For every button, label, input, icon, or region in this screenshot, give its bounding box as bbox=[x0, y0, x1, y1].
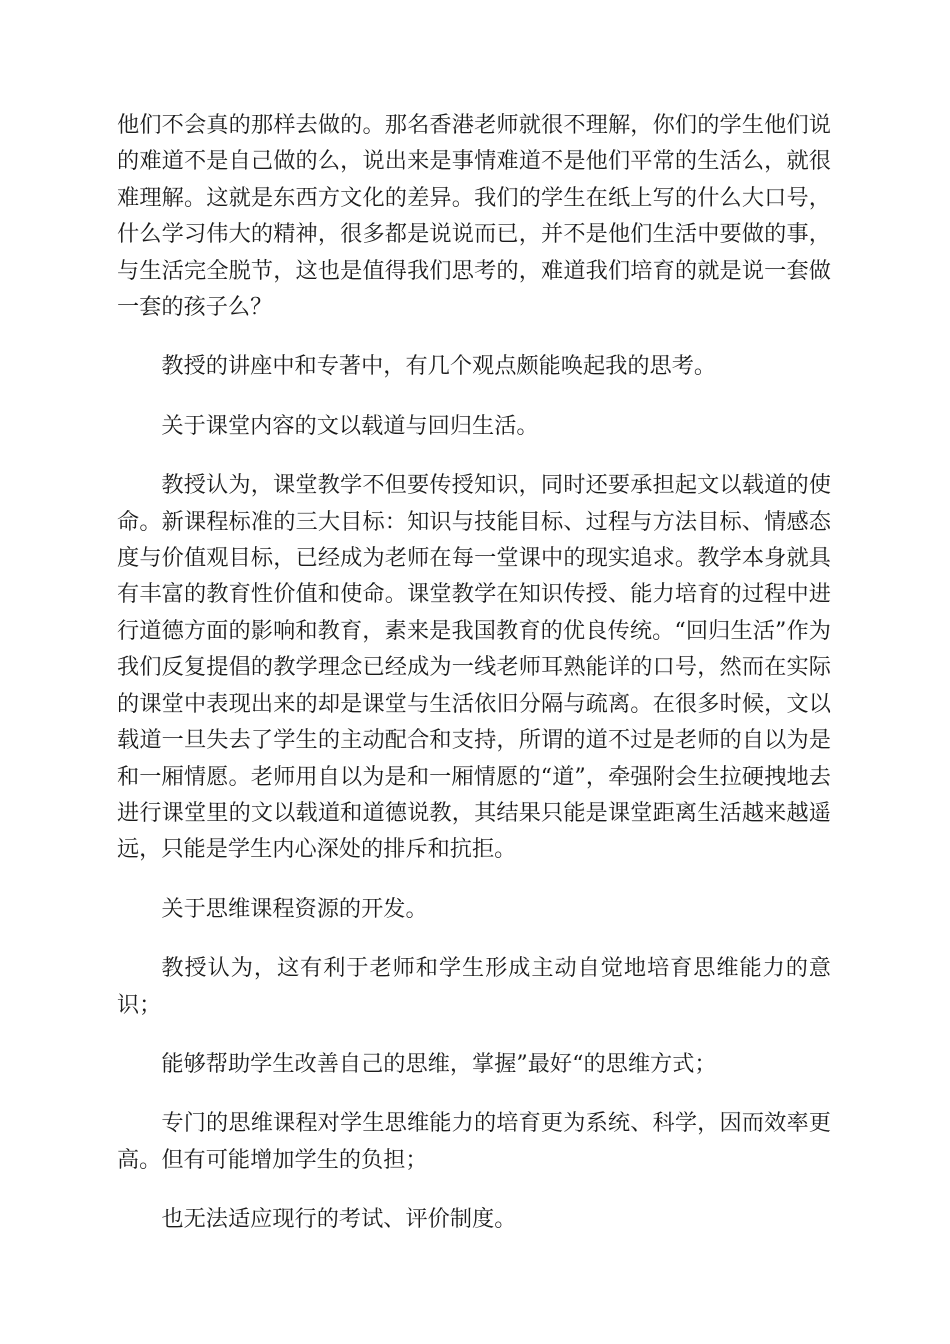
document-page bbox=[117, 107, 831, 1261]
paragraph-4: 教授认为，课堂教学不但要传授知识，同时还要承担起文以载道的使命。新课程标准的三大目标：知识与技能目标、过程与方法目标、情感态度与价值观目标，已经成为老师在每一堂课中的现实追求。教学本身就具有丰富的教育性价值和使命。课堂教学在知识传授、能力培育的过程中进行道德方面的影响和教育，素来是我国教育的优良传统。“回归生活”作为我们反复提倡的教学理念已经成为一线老师耳熟能详的口号，然而在实际的课堂中表现出来的却是课堂与生活依旧分隔与疏离。在很多时候，文以载道一旦失去了学生的主动配合和支持，所谓的道不过是老师的自以为是和一厢情愿。老师用自以为是和一厢情愿的“道”，牵强附会生拉硬拽地去进行课堂里的文以载道和道德说教，其结果只能是课堂距离生活越来越遥远，只能是学生内心深处的排斥和抗拒。 bbox=[117, 472, 831, 863]
paragraph-2: 教授的讲座中和专著中，有几个观点颇能唤起我的思考。 bbox=[161, 353, 717, 380]
paragraph-8: 专门的思维课程对学生思维能力的培育更为系统、科学，因而效率更高。但有可能增加学生的负担； bbox=[117, 1110, 831, 1173]
paragraph-7: 能够帮助学生改善自己的思维，掌握”最好“的思维方式； bbox=[161, 1050, 717, 1077]
paragraph-9: 也无法适应现行的考试、评价制度。 bbox=[161, 1206, 517, 1233]
paragraph-5: 关于思维课程资源的开发。 bbox=[161, 895, 428, 922]
paragraph-6: 教授认为，这有利于老师和学生形成主动自觉地培育思维能力的意识； bbox=[117, 955, 831, 1018]
paragraph-1: 他们不会真的那样去做的。那名香港老师就很不理解，你们的学生他们说的难道不是自己做的么，说出来是事情难道不是他们平常的生活么，就很难理解。这就是东西方文化的差异。我们的学生在纸上写的什么大口号，什么学习伟大的精神，很多都是说说而已，并不是他们生活中要做的事，与生活完全脱节，这也是值得我们思考的，难道我们培育的就是说一套做一套的孩子么？ bbox=[117, 112, 831, 321]
paragraph-3: 关于课堂内容的文以载道与回归生活。 bbox=[161, 412, 539, 439]
